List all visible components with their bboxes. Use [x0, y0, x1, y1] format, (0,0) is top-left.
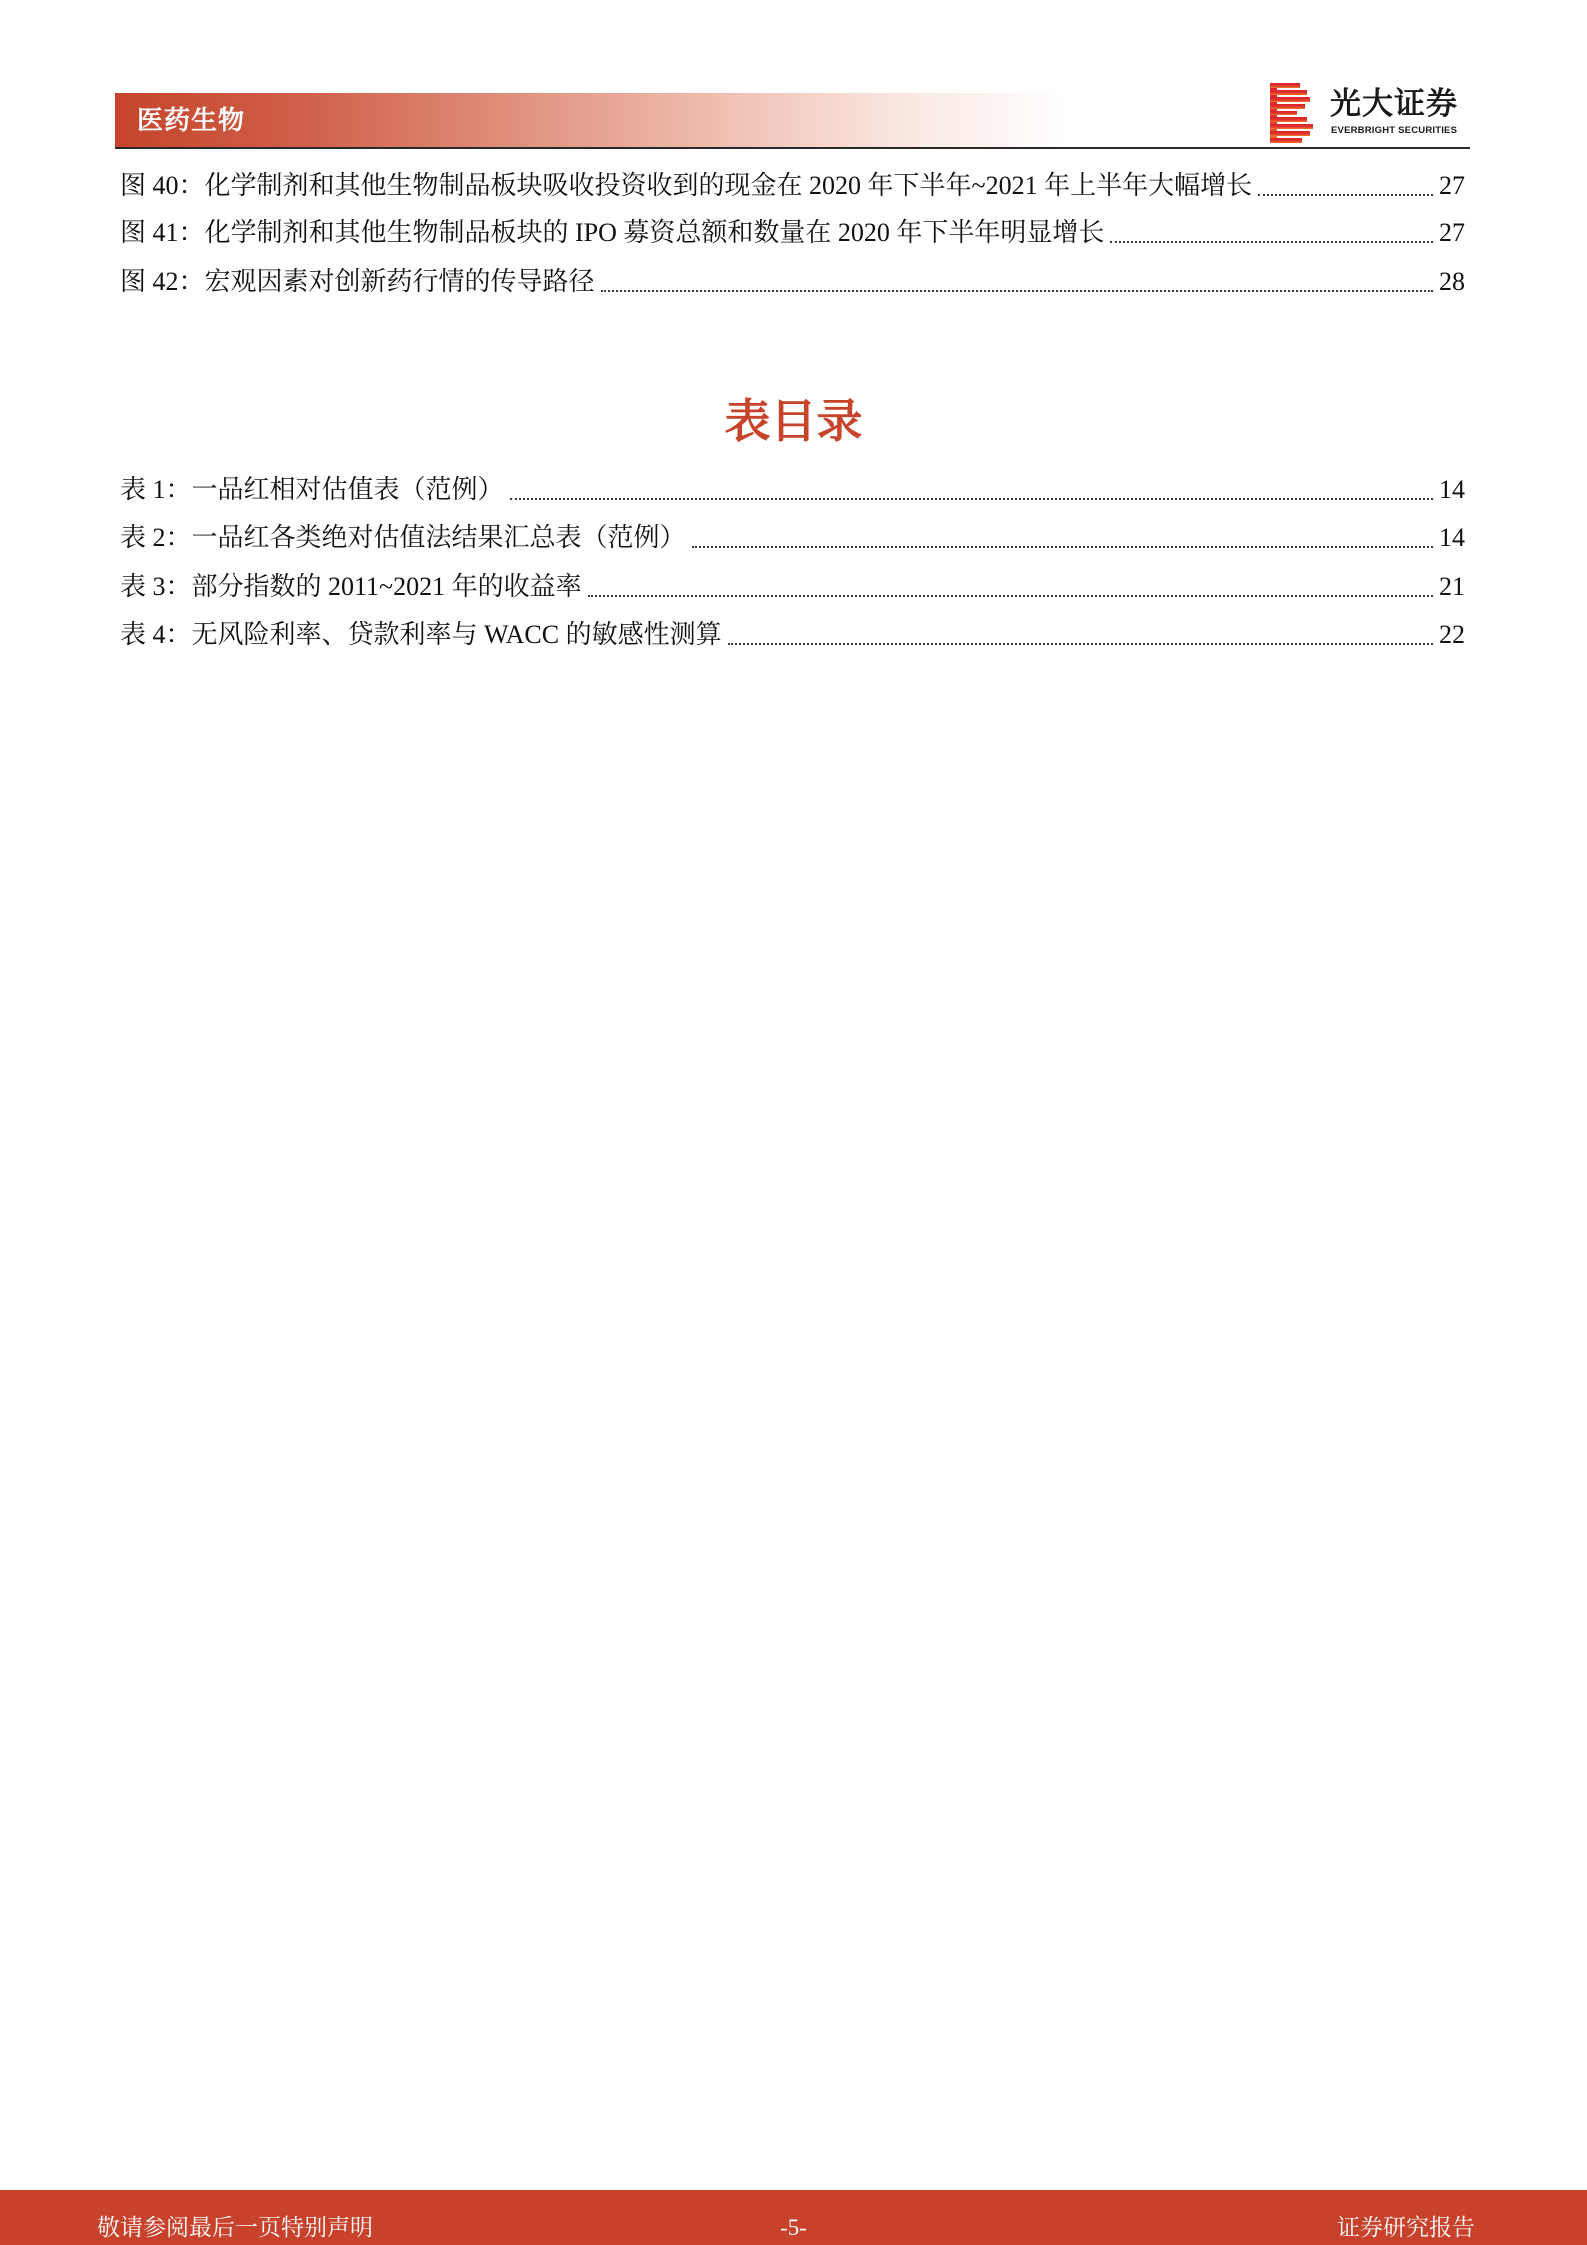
toc-entry-label: 表 3：部分指数的 2011~2021 年的收益率: [120, 572, 582, 601]
toc-leader: [510, 498, 1433, 500]
toc-entry-page: 28: [1439, 267, 1465, 296]
toc-entry-label: 表 2：一品红各类绝对估值法结果汇总表（范例）: [120, 523, 686, 552]
toc-table-entry[interactable]: [120, 470, 1465, 510]
toc-entry-page: 14: [1439, 475, 1465, 504]
logo-wordmark-cn: 光大证券: [1330, 86, 1458, 121]
table-list-title: 表目录: [724, 395, 863, 447]
toc-entry-label: 表 4：无风险利率、贷款利率与 WACC 的敏感性测算: [120, 620, 722, 649]
toc-leader: [728, 643, 1433, 645]
toc-table-entry[interactable]: [120, 518, 1465, 558]
toc-leader: [601, 290, 1433, 292]
page-footer: [0, 2190, 1587, 2245]
toc-entry-page: 21: [1439, 572, 1465, 601]
toc-entry-page: 22: [1439, 620, 1465, 649]
toc-entry-label: 图 42：宏观因素对创新药行情的传导路径: [120, 267, 595, 296]
toc-figure-entry[interactable]: [120, 213, 1465, 253]
toc-figure-entry[interactable]: [120, 262, 1465, 302]
header-divider: [115, 147, 1470, 149]
logo-wordmark-en: EVERBRIGHT SECURITIES: [1331, 125, 1458, 136]
everbright-logo-icon: [1270, 83, 1314, 143]
toc-entry-page: 27: [1439, 171, 1465, 200]
toc-entry-label: 表 1：一品红相对估值表（范例）: [120, 475, 504, 504]
section-title-label: 医药生物: [137, 105, 246, 135]
toc-leader: [1110, 241, 1433, 243]
toc-table-entry[interactable]: [120, 567, 1465, 607]
section-header-bar: [115, 93, 1065, 147]
toc-entry-label: 图 40：化学制剂和其他生物制品板块吸收投资收到的现金在 2020 年下半年~2021 年上半年大幅增长: [120, 171, 1253, 200]
toc-entry-label: 图 41：化学制剂和其他生物制品板块的 IPO 募资总额和数量在 2020 年下半年明显增长: [120, 218, 1105, 247]
toc-table-entry[interactable]: [120, 615, 1465, 655]
toc-leader: [1258, 194, 1433, 196]
toc-entry-page: 14: [1439, 523, 1465, 552]
toc-entry-page: 27: [1439, 218, 1465, 247]
toc-figure-entry[interactable]: [120, 166, 1465, 206]
toc-leader: [692, 546, 1433, 548]
toc-leader: [588, 595, 1433, 597]
footer-disclaimer: 敬请参阅最后一页特别声明: [97, 2215, 373, 2240]
footer-report-type: 证券研究报告: [1337, 2215, 1475, 2240]
footer-page-number: -5-: [780, 2215, 807, 2240]
